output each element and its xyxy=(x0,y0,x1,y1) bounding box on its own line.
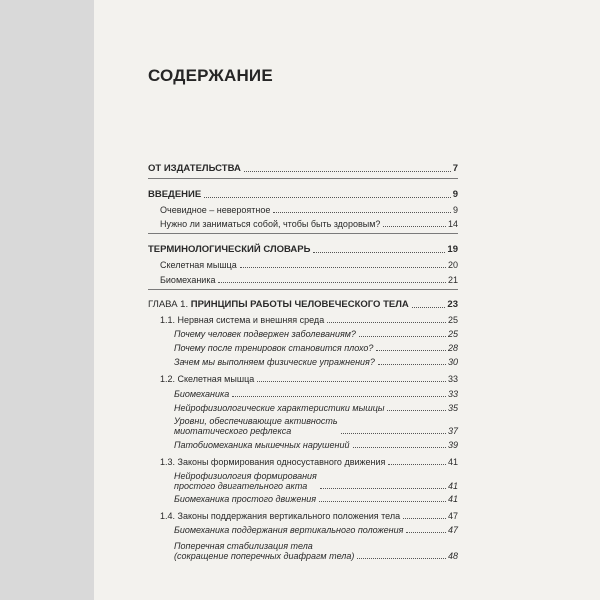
toc-leader-dots xyxy=(412,307,446,308)
toc-entry-page: 19 xyxy=(447,244,458,255)
toc-leader-dots xyxy=(388,464,446,465)
toc-leader-dots xyxy=(218,282,446,283)
section-divider xyxy=(148,233,458,234)
toc-entry-page: 33 xyxy=(447,389,458,399)
toc-entry-page: 9 xyxy=(452,205,458,215)
toc-entry-page: 33 xyxy=(447,374,458,384)
toc-entry-page: 20 xyxy=(447,260,458,270)
toc-entry-page: 25 xyxy=(447,329,458,339)
toc-leader-dots xyxy=(320,488,446,489)
toc-entry-label: Почему после тренировок становится плохо? xyxy=(174,343,374,353)
toc-entry-myotatic-reflex[interactable] xyxy=(174,416,458,436)
toc-entry-label-line: (сокращение поперечных диафрагм тела) xyxy=(174,551,355,561)
toc-leader-dots xyxy=(403,518,446,519)
toc-entry-page: 41 xyxy=(447,494,458,504)
toc-entry-label: Нужно ли заниматься собой, чтобы быть здоровым? xyxy=(160,219,381,229)
toc-leader-dots xyxy=(240,267,446,268)
toc-leader-dots xyxy=(353,447,446,448)
toc-entry-page: 21 xyxy=(447,275,458,285)
toc-entry-label: Биомеханика xyxy=(160,275,216,285)
toc-entry-from-publisher[interactable] xyxy=(148,164,458,174)
toc-entry-label: ТЕРМИНОЛОГИЧЕСКИЙ СЛОВАРЬ xyxy=(148,244,311,255)
toc-entry-label: Нейрофизиологические характеристики мышцы xyxy=(174,403,385,413)
toc-entry-1-2[interactable] xyxy=(160,374,458,384)
toc-entry-page: 37 xyxy=(447,426,458,436)
toc-leader-dots xyxy=(341,433,446,434)
toc-entry-page: 23 xyxy=(447,299,458,310)
toc-entry-page: 35 xyxy=(447,403,458,413)
toc-entry-page: 39 xyxy=(447,440,458,450)
toc-entry-page: 28 xyxy=(447,343,458,353)
toc-leader-dots xyxy=(327,322,446,323)
toc-entry-page: 9 xyxy=(452,189,458,200)
toc-entry-label: Биомеханика поддержания вертикального положения xyxy=(174,525,404,535)
toc-entry-label: Почему человек подвержен заболеваниям? xyxy=(174,329,356,339)
toc-entry-page: 47 xyxy=(447,525,458,535)
toc-entry-label xyxy=(174,416,338,436)
toc-entry-page: 14 xyxy=(447,219,458,229)
toc-leader-dots xyxy=(204,197,451,198)
toc-entry-pathobiomechanics[interactable] xyxy=(174,440,458,450)
toc-entry-introduction[interactable] xyxy=(148,190,458,200)
toc-leader-dots xyxy=(319,501,446,502)
toc-entry-obvious-incredible[interactable] xyxy=(160,205,458,215)
toc-entry-neurophysiology-motor-act[interactable] xyxy=(174,471,458,491)
toc-leader-dots xyxy=(273,212,451,213)
toc-entry-label xyxy=(174,471,317,491)
toc-entry-skeletal-muscle[interactable] xyxy=(160,260,458,270)
toc-entry-label: Зачем мы выполняем физические упражнения? xyxy=(174,357,375,367)
toc-entry-label-line: простого двигательного акта xyxy=(174,481,308,491)
toc-entry-1-3[interactable] xyxy=(160,457,458,467)
toc-leader-dots xyxy=(244,171,451,172)
toc-entry-biomechanics[interactable] xyxy=(160,275,458,285)
toc-entry-page: 25 xyxy=(447,315,458,325)
toc-entry-page: 7 xyxy=(452,163,458,174)
toc-entry-why-disease[interactable] xyxy=(174,329,458,339)
toc-entry-label-line: Уровни, обеспечивающие активность xyxy=(174,416,338,426)
page-title: СОДЕРЖАНИЕ xyxy=(148,66,273,85)
toc-entry-label xyxy=(148,300,409,310)
toc-entry-need-to-exercise[interactable] xyxy=(160,219,458,229)
toc-entry-page: 41 xyxy=(447,457,458,467)
toc-entry-simple-movement[interactable] xyxy=(174,494,458,504)
section-divider xyxy=(148,178,458,179)
toc-entry-page: 48 xyxy=(447,551,458,561)
toc-entry-1-1[interactable] xyxy=(160,315,458,325)
toc-entry-label: ВВЕДЕНИЕ xyxy=(148,189,202,200)
toc-leader-dots xyxy=(357,558,446,559)
chapter-title: ПРИНЦИПЫ РАБОТЫ ЧЕЛОВЕЧЕСКОГО ТЕЛА xyxy=(190,299,409,310)
toc-entry-label-line: миотатического рефлекса xyxy=(174,426,292,436)
toc-entry-label: Патобиомеханика мышечных нарушений xyxy=(174,440,350,450)
toc-leader-dots xyxy=(232,396,446,397)
toc-entry-page: 30 xyxy=(447,357,458,367)
toc-leader-dots xyxy=(313,252,445,253)
toc-entry-label: 1.3. Законы формирования односуставного движения xyxy=(160,457,386,467)
toc-entry-label: 1.4. Законы поддержания вертикального положения тела xyxy=(160,511,401,521)
toc-entry-1-4[interactable] xyxy=(160,511,458,521)
toc-entry-label: Скелетная мышца xyxy=(160,260,237,270)
toc-entry-transverse-stabilization[interactable] xyxy=(174,541,458,561)
toc-leader-dots xyxy=(257,381,446,382)
toc-entry-label: Биомеханика xyxy=(174,389,230,399)
toc-entry-label-line: Нейрофизиология формирования xyxy=(174,471,317,481)
toc-entry-neurophysiology-muscle[interactable] xyxy=(174,403,458,413)
toc-entry-label: Очевидное – невероятное xyxy=(160,205,271,215)
toc-entry-label: 1.1. Нервная система и внешняя среда xyxy=(160,315,325,325)
toc-entry-label: 1.2. Скелетная мышца xyxy=(160,374,255,384)
toc-leader-dots xyxy=(378,364,446,365)
toc-entry-1-2-biomechanics[interactable] xyxy=(174,389,458,399)
toc-leader-dots xyxy=(387,410,446,411)
toc-entry-label xyxy=(174,541,354,561)
toc-entry-label-line: Поперечная стабилизация тела xyxy=(174,541,313,551)
toc-entry-chapter-1[interactable] xyxy=(148,300,458,310)
toc-leader-dots xyxy=(376,350,446,351)
toc-leader-dots xyxy=(406,532,446,533)
chapter-prefix: ГЛАВА 1. xyxy=(148,299,189,310)
toc-entry-why-exercise[interactable] xyxy=(174,357,458,367)
toc-entry-label: ОТ ИЗДАТЕЛЬСТВА xyxy=(148,163,241,174)
toc-entry-why-bad-after-training[interactable] xyxy=(174,343,458,353)
toc-entry-page: 41 xyxy=(447,481,458,491)
toc-entry-glossary[interactable] xyxy=(148,245,458,255)
toc-entry-label: Биомеханика простого движения xyxy=(174,494,317,504)
toc-entry-vertical-position[interactable] xyxy=(174,525,458,535)
toc-leader-dots xyxy=(359,336,446,337)
toc-entry-page: 47 xyxy=(447,511,458,521)
section-divider xyxy=(148,289,458,290)
toc-leader-dots xyxy=(383,226,446,227)
